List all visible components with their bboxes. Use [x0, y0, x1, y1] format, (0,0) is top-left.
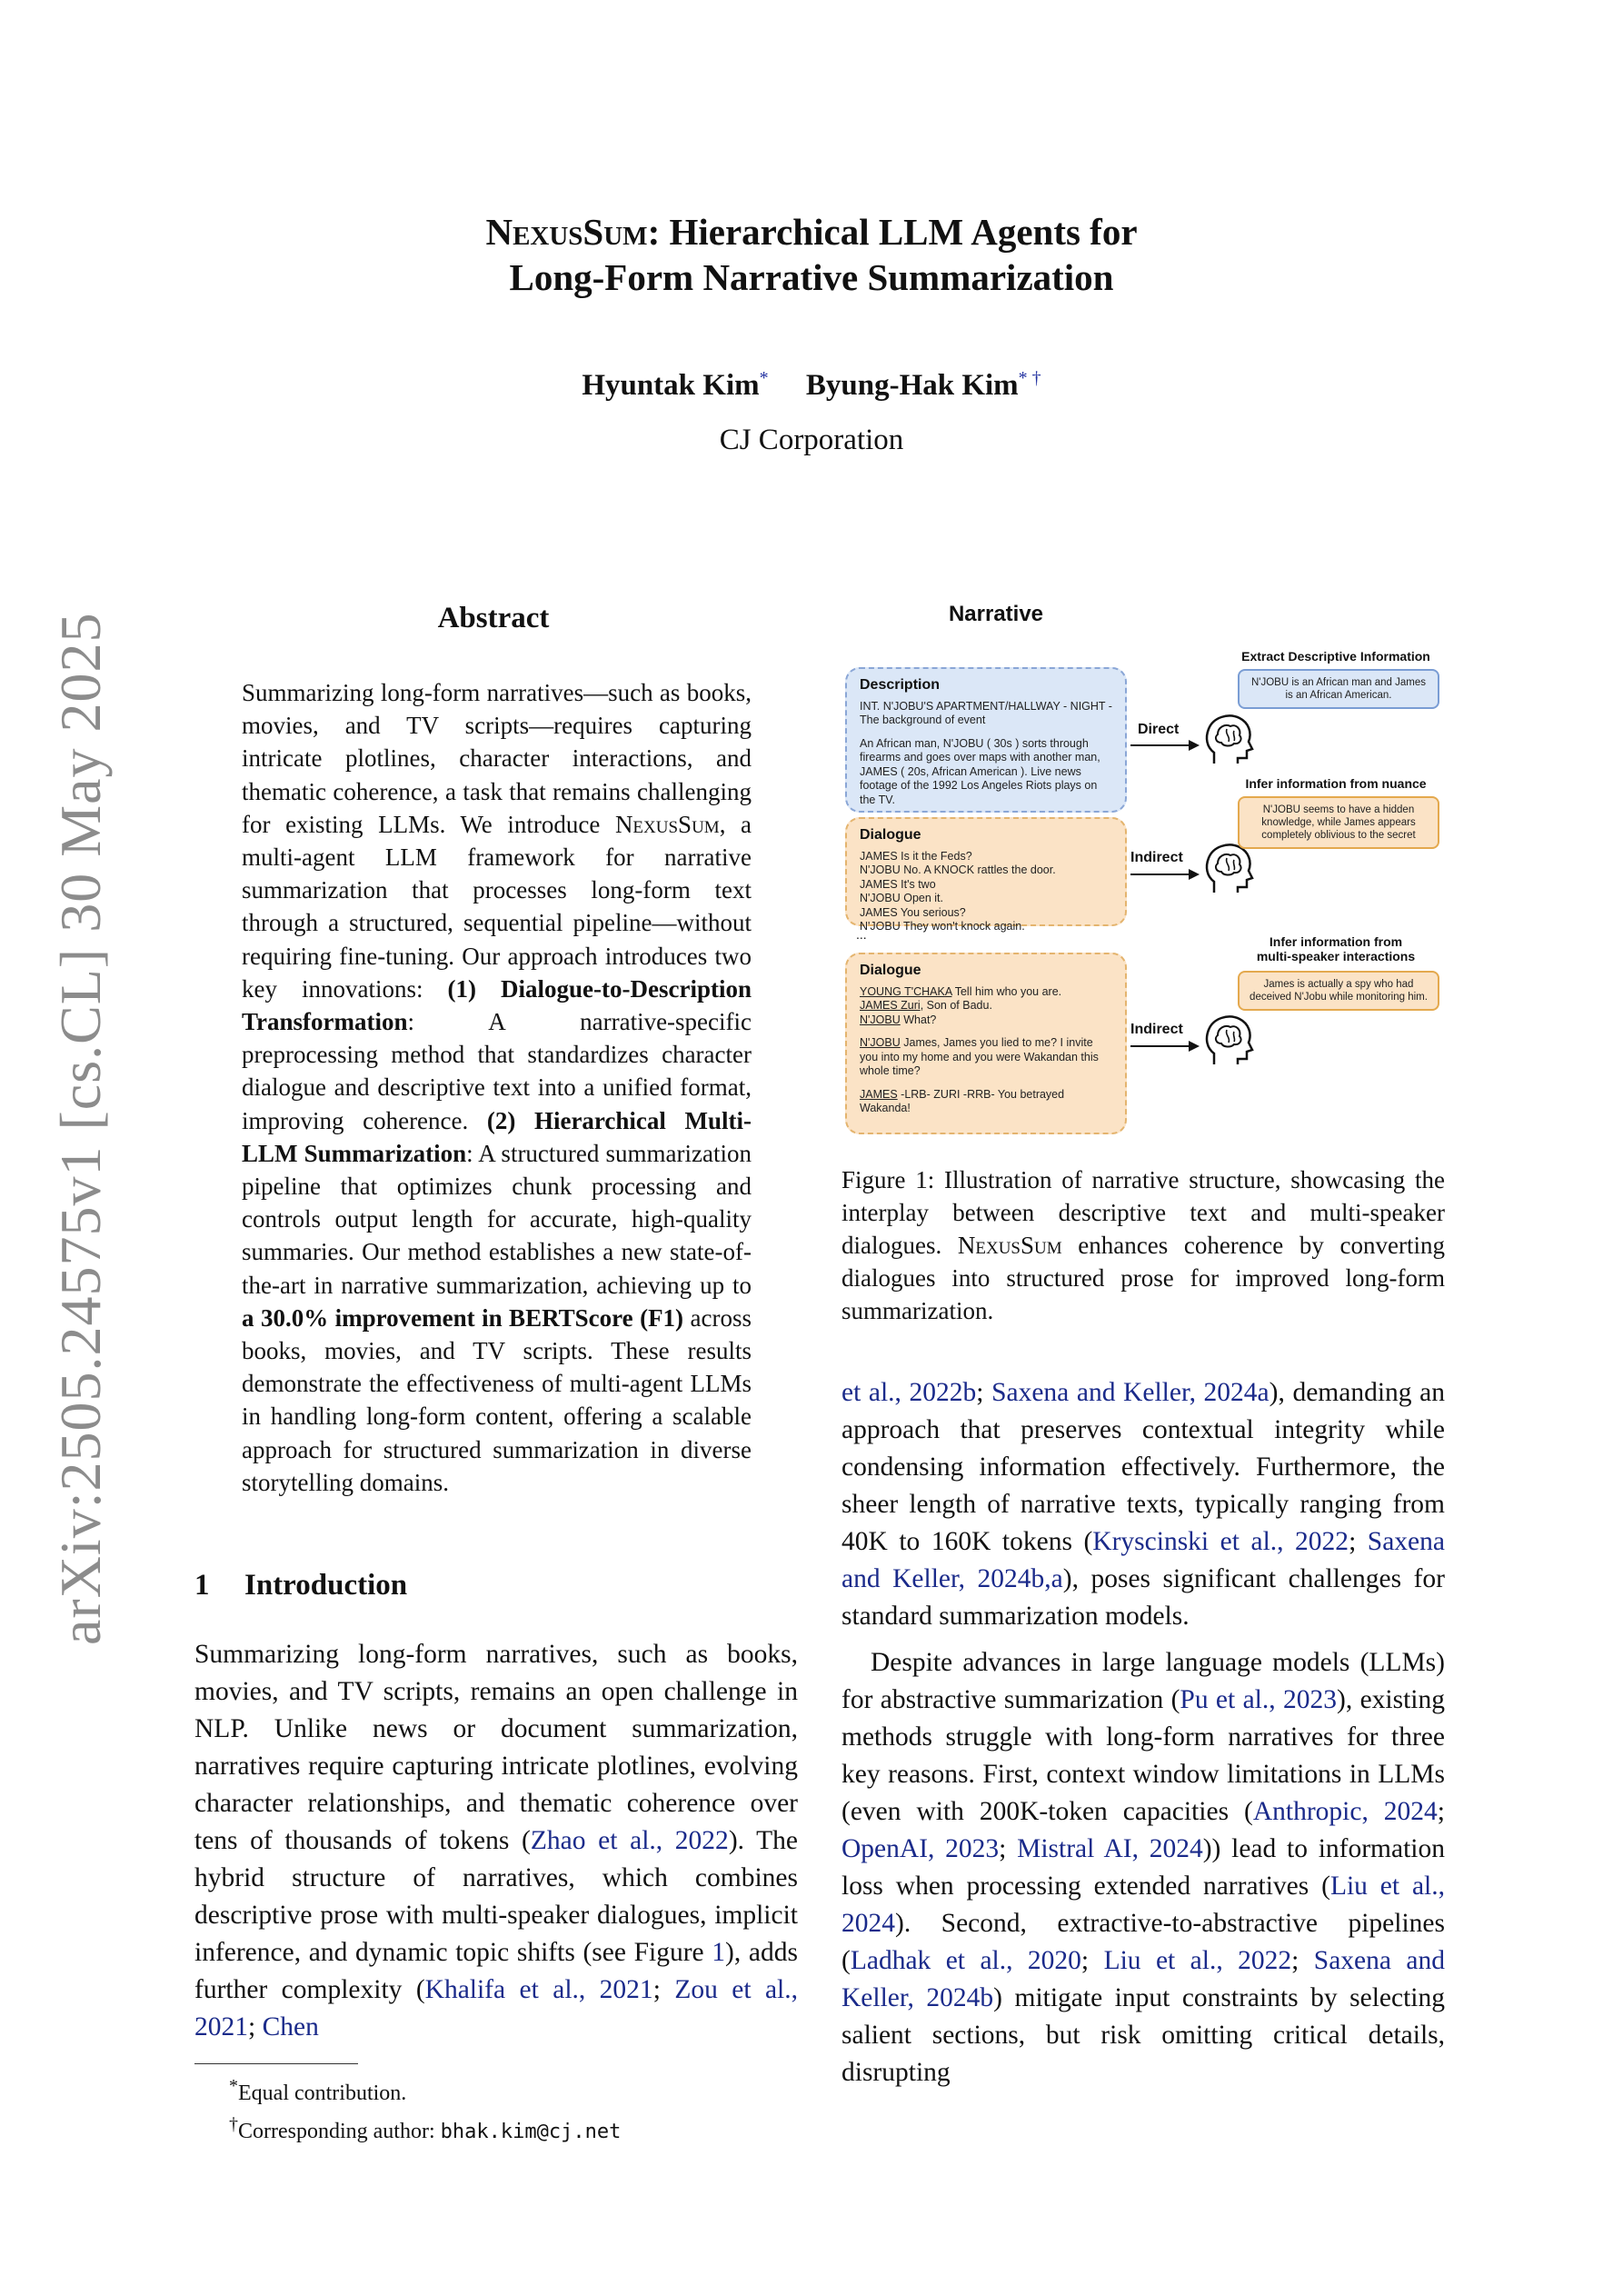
box-heading: Dialogue — [860, 963, 921, 978]
abstract-text: : A structured summarization pipeline that optimizes chunk processing and controls output length for accurate, high-quality summaries. Our method establishes a new state-of-the-art in narrative summarization, achieving up to — [242, 1139, 752, 1299]
body-text: ; — [976, 1378, 992, 1407]
citation-link[interactable]: Mistral AI, 2024 — [1017, 1834, 1203, 1863]
body-text: ), demanding an approach that preserves contextual integrity while condensing information effectively. Furthermore, the sheer length of narrative texts, typically ranging from 40K to 160K tokens ( — [841, 1378, 1445, 1556]
speaker: JAMES — [860, 1087, 898, 1101]
body-text: ; — [1291, 1946, 1314, 1975]
inference-bubble-1: N'JOBU is an African man and James is an African American. — [1238, 669, 1439, 709]
dialogue-line: N'JOBU Open it. — [860, 892, 943, 904]
title-system-name: NexusSum — [485, 211, 648, 253]
citation-link[interactable]: Kryscinski et al., 2022 — [1092, 1527, 1349, 1556]
figure-caption — [841, 1163, 1445, 1327]
utterance: Tell him who you are. — [951, 984, 1062, 998]
head-brain-icon — [1201, 711, 1256, 767]
body-text: ) mitigate input constraints by selecting salient sections, but risk omitting critical details, disrupting — [841, 1983, 1446, 2087]
bubble-title — [1227, 934, 1445, 963]
dialogue-line: JAMES Is it the Feds? — [860, 849, 972, 863]
dialogue-line — [860, 1036, 1112, 1079]
citation-link[interactable]: Zhao et al., 2022 — [530, 1826, 729, 1855]
paper-title — [0, 209, 1623, 300]
utterance: -LRB- ZURI -RRB- You betrayed Wakanda! — [860, 1087, 1065, 1114]
title-rest: : Hierarchical LLM Agents for — [647, 211, 1138, 253]
box-heading: Dialogue — [860, 827, 921, 843]
caption-system-name: NexusSum — [957, 1232, 1062, 1259]
speaker: JAMES Zuri — [860, 999, 921, 1012]
abstract-body — [242, 676, 752, 1499]
citation-link[interactable]: Saxena and Keller, 2024b — [841, 1946, 1446, 2012]
description-line: INT. N'JOBU'S APARTMENT/HALLWAY - NIGHT - — [860, 699, 1112, 713]
author-2: Byung-Hak Kim — [805, 369, 1019, 402]
arrow-head — [1189, 1041, 1200, 1052]
body-text: ). The hybrid structure of narratives, which combines descriptive prose with multi-speaker dialogues, implicit inference, and dynamic topic shifts (see Figure — [194, 1826, 799, 1967]
abstract-heading: Abstract — [437, 602, 550, 634]
arrow-direct — [1130, 744, 1190, 746]
body-text: Despite advances in large language models (LLMs) for abstractive summarization ( — [841, 1648, 1445, 1714]
author-1: Hyuntak Kim — [582, 369, 760, 402]
dialogue-box-1 — [845, 817, 1127, 933]
dialogue-line — [860, 985, 1112, 1000]
body-text: ). Second, extractive-to-abstractive pipelines ( — [841, 1909, 1445, 1975]
footnotes — [194, 2071, 621, 2148]
dialogue-line: JAMES You serious? — [860, 905, 966, 919]
abstract-text: , a multi-agent LLM framework for narrative summarization that processes long-form text through a structured, sequential pipeline—without requiring fine-tuning. Our approach introduces two key innovations: — [242, 810, 752, 1003]
section-title: Introduction — [244, 1569, 408, 1602]
body-text: ; — [1437, 1797, 1445, 1826]
body-text: ; — [1080, 1946, 1104, 1975]
abstract-text: Summarizing long-form narratives—such as books, movies, and TV scripts—requires capturing intricate plotlines, character interactions, and thematic coherence, a task that remains challenging for existing LLMs. We introduce — [242, 679, 752, 838]
description-line: An African man, N'JOBU ( 30s ) sorts through firearms and goes over maps with another man, JAMES ( 20s, African American ). Live news footage of the 1992 Los Angeles Riots plays on the TV. — [860, 736, 1100, 806]
citation-link[interactable]: Ladhak et al., 2020 — [850, 1946, 1081, 1975]
dialogue-line — [860, 1088, 1112, 1116]
body-text: ), existing methods struggle with long-form narratives for three key reasons. First, context window limitations in LLMs (even with 200K-token capacities ( — [841, 1685, 1445, 1826]
citation-link[interactable]: Zou et al., 2021 — [194, 1975, 798, 2041]
utterance: , Son of Badu. — [920, 999, 992, 1012]
bubble-title: Extract Descriptive Information — [1241, 649, 1430, 664]
email-link[interactable]: bhak.kim@cj.net — [440, 2121, 622, 2143]
caption-text: enhances coherence by converting dialogues into structured prose for improved long-form summarization. — [841, 1232, 1445, 1324]
footnote-text: Corresponding author: — [238, 2120, 441, 2143]
body-text: )) lead to information loss when processing extended narratives ( — [841, 1834, 1445, 1901]
figure-title: Narrative — [948, 602, 1044, 626]
caption-text: Figure 1: Illustration of narrative structure, showcasing the interplay between descriptive text and multi-speaker dialogues. — [841, 1166, 1445, 1259]
paragraph — [841, 1374, 1445, 1635]
arrow-head — [1189, 869, 1200, 880]
paragraph — [841, 1644, 1445, 2091]
utterance: James, James you lied to me? I invite you into my home and you were Wakandan this whole time? — [860, 1036, 1099, 1077]
citation-link[interactable]: Liu et al., 2024 — [841, 1872, 1445, 1938]
abstract-text: across books, movies, and TV scripts. These results demonstrate the effectiveness of multi-agent LLMs in handling long-form content, offering a scalable approach for structured summarization in diverse storytelling domains. — [242, 1303, 752, 1496]
inference-bubble-3: James is actually a spy who had deceived N'Jobu while monitoring him. — [1238, 971, 1439, 1011]
figure-1 — [841, 594, 1445, 1140]
citation-link[interactable]: Liu et al., 2022 — [1103, 1946, 1292, 1975]
speaker: YOUNG T'CHAKA — [860, 984, 952, 998]
arrow-label-indirect: Indirect — [1130, 850, 1183, 865]
body-text: ; — [248, 2012, 263, 2041]
utterance: What? — [900, 1013, 937, 1026]
dialogue-line: N'JOBU They won't knock again. — [860, 920, 1025, 933]
abstract-bold: (2) Hierarchical Multi-LLM Summarization — [242, 1106, 752, 1167]
right-column-body — [841, 1374, 1445, 2091]
footnote-text: Equal contribution. — [238, 2081, 407, 2105]
speaker: N'JOBU — [860, 1013, 901, 1026]
abstract-text: : A narrative-specific preprocessing method that standardizes character dialogue and descriptive text into a unified format, improving coherence. — [242, 1008, 752, 1134]
head-brain-icon — [1201, 1012, 1256, 1068]
ellipsis: ... — [856, 927, 867, 942]
affiliation: CJ Corporation — [719, 424, 904, 456]
arrow-label-indirect: Indirect — [1130, 1022, 1183, 1037]
abstract-bold: (1) Dialogue-to-Description Transformation — [242, 974, 752, 1036]
citation-link[interactable]: Chen — [262, 2012, 319, 2041]
inference-bubble-2: N'JOBU seems to have a hidden knowledge, while James appears completely oblivious to the secret — [1238, 796, 1439, 849]
speaker: N'JOBU — [860, 1036, 901, 1049]
bubble-title: Infer information from nuance — [1245, 776, 1427, 791]
arrow-indirect — [1130, 873, 1190, 875]
body-text: ), adds further complexity ( — [194, 1938, 798, 2004]
body-text: ; — [999, 1834, 1018, 1863]
citation-link[interactable]: Saxena and Keller, 2024a — [991, 1378, 1270, 1407]
dialogue-line: N'JOBU No. A KNOCK rattles the door. — [860, 863, 1056, 876]
description-box — [845, 667, 1127, 813]
description-line: The background of event — [860, 714, 986, 726]
author-1-mark: * — [759, 368, 769, 388]
intro-paragraph — [194, 1636, 798, 2046]
author-list — [0, 368, 1623, 403]
citation-link[interactable]: Anthropic, 2024 — [1252, 1797, 1438, 1826]
bubble-title-line: Infer information from — [1269, 934, 1403, 949]
citation-link[interactable]: OpenAI, 2023 — [841, 1834, 1000, 1863]
footnote-1: *Equal contribution. — [229, 2076, 407, 2105]
author-2-mark: * † — [1018, 368, 1041, 388]
footnote-rule — [194, 2063, 358, 2064]
citation-link[interactable]: Saxena and Keller, 2024b,a — [841, 1527, 1445, 1593]
arxiv-stamp: arXiv:2505.24575v1 [cs.CL] 30 May 2025 — [48, 612, 113, 1645]
dialogue-line — [860, 1013, 1112, 1028]
arrow-indirect — [1130, 1045, 1190, 1047]
section-heading — [194, 1569, 407, 1602]
box-heading: Description — [860, 677, 941, 693]
citation-link[interactable]: Khalifa et al., 2021 — [424, 1975, 653, 2004]
abstract-system-name: NexusSum — [614, 810, 720, 838]
bubble-title-line: multi-speaker interactions — [1256, 949, 1416, 963]
body-text: ; — [1349, 1527, 1368, 1556]
arrow-head — [1189, 740, 1200, 751]
body-text: ; — [652, 1975, 675, 2004]
abstract-bold: a 30.0% improvement in BERTScore (F1) — [242, 1303, 684, 1332]
citation-link[interactable]: Pu et al., 2023 — [1180, 1685, 1337, 1714]
body-text: ), poses significant challenges for standard summarization models. — [841, 1564, 1445, 1631]
dialogue-line: JAMES It's two — [860, 877, 936, 891]
figure-link[interactable]: 1 — [712, 1938, 726, 1967]
footnote-2: †Corresponding author: bhak.kim@cj.net — [229, 2114, 622, 2143]
citation-link[interactable]: et al., 2022b — [841, 1378, 977, 1407]
body-text: Summarizing long-form narratives, such as books, movies, and TV scripts, remains an open challenge in NLP. Unlike news or document summarization, narratives require capturing intricate plotlines, evolving character relationships, and thematic coherence over tens of thousands of tokens ( — [194, 1640, 798, 1855]
dialogue-line — [860, 999, 1112, 1013]
dialogue-box-2 — [845, 953, 1127, 1134]
title-line-2: Long-Form Narrative Summarization — [509, 256, 1114, 298]
arrow-label-direct: Direct — [1138, 722, 1180, 737]
section-number: 1 — [194, 1569, 210, 1602]
